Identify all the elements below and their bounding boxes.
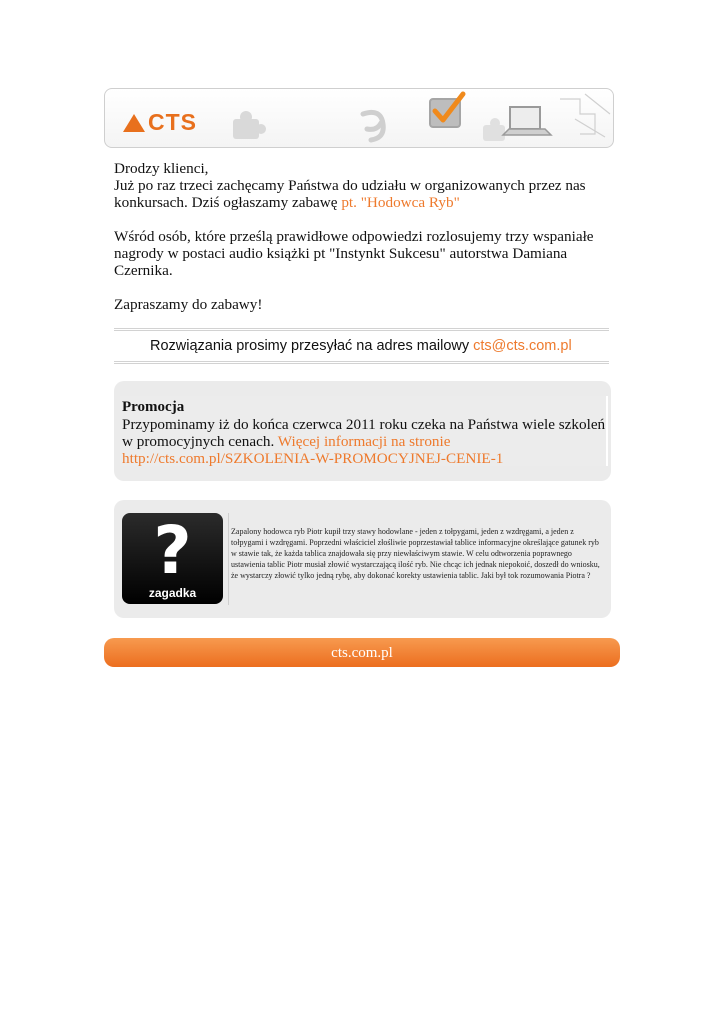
banner-graphics <box>105 89 613 147</box>
footer-link[interactable]: cts.com.pl <box>331 645 393 661</box>
laptop-icon <box>503 107 551 135</box>
promo-text <box>122 416 606 467</box>
mail-label: Rozwiązania prosimy przesyłać na adres mailowy <box>150 338 474 354</box>
promo-title: Promocja <box>122 399 185 415</box>
riddle-image-label: zagadka <box>148 586 197 600</box>
greeting: Drodzy klienci, <box>114 160 209 177</box>
header-banner <box>104 88 614 148</box>
footer-bar <box>104 638 620 667</box>
email-link[interactable]: cts@cts.com.pl <box>473 338 572 354</box>
mail-bar <box>114 328 609 364</box>
riddle-box <box>114 500 611 618</box>
riddle-text: Zapalony hodowca ryb Piotr kupił trzy stawy hodowlane - jeden z tołpygami, jeden z wzdręgami, a jeden z tołpygami i wzdręgami. Poprzedni właściciel złośliwie poprzestawiał tablice informacyjne określające gatunek ryb w stawie tak, że każda tablica znajdowała się przy niewłaściwym stawie. W celu odtworzenia poprawnego ustawienia tablic Piotr musiał złowić wystarczającą ilość ryb. Nie chcąc ich jednak niepokoić, doszedł do wniosku, że wystarczy złowić tylko jedną rybę, aby dokonać korekty ustawienia tablic. Jaki był tok rozumowania Piotra ? <box>231 527 600 580</box>
puzzle-piece-icon <box>233 111 266 139</box>
prizes-paragraph: Wśród osób, które prześlą prawidłowe odpowiedzi rozlosujemy trzy wspaniałe nagrody w postaci audio książki pt "Instynkt Sukcesu" autorstwa Damiana Czernika. <box>114 228 594 279</box>
promo-link[interactable]: Więcej informacji na stronie http://cts.com.pl/SZKOLENIA-W-PROMOCYJNEJ-CENIE-1 <box>122 433 504 467</box>
invite-text: Zapraszamy do zabawy! <box>114 296 263 313</box>
riddle-divider <box>228 513 229 605</box>
puzzle-piece-icon <box>560 94 610 137</box>
checkbox-check-icon <box>430 94 463 127</box>
question-mark-icon: ? <box>153 512 192 589</box>
lamp-icon <box>363 112 383 140</box>
mail-instruction <box>150 338 572 354</box>
intro-paragraph <box>114 177 594 211</box>
intro-line: Już po raz trzeci zachęcamy Państwa do udziału w organizowanych przez nas konkursach. Dziś ogłaszamy zabawę <box>114 177 586 211</box>
riddle-image <box>122 513 223 604</box>
promo-box <box>114 381 611 481</box>
puzzle-piece-icon <box>483 118 505 141</box>
logo-text: CTS <box>148 109 197 135</box>
contest-name: pt. "Hodowca Ryb" <box>341 194 460 211</box>
intro-text <box>114 160 594 313</box>
promo-body: Przypominamy iż do końca czerwca 2011 roku czeka na Państwa wiele szkoleń w promocyjnych cenach. <box>122 416 606 450</box>
